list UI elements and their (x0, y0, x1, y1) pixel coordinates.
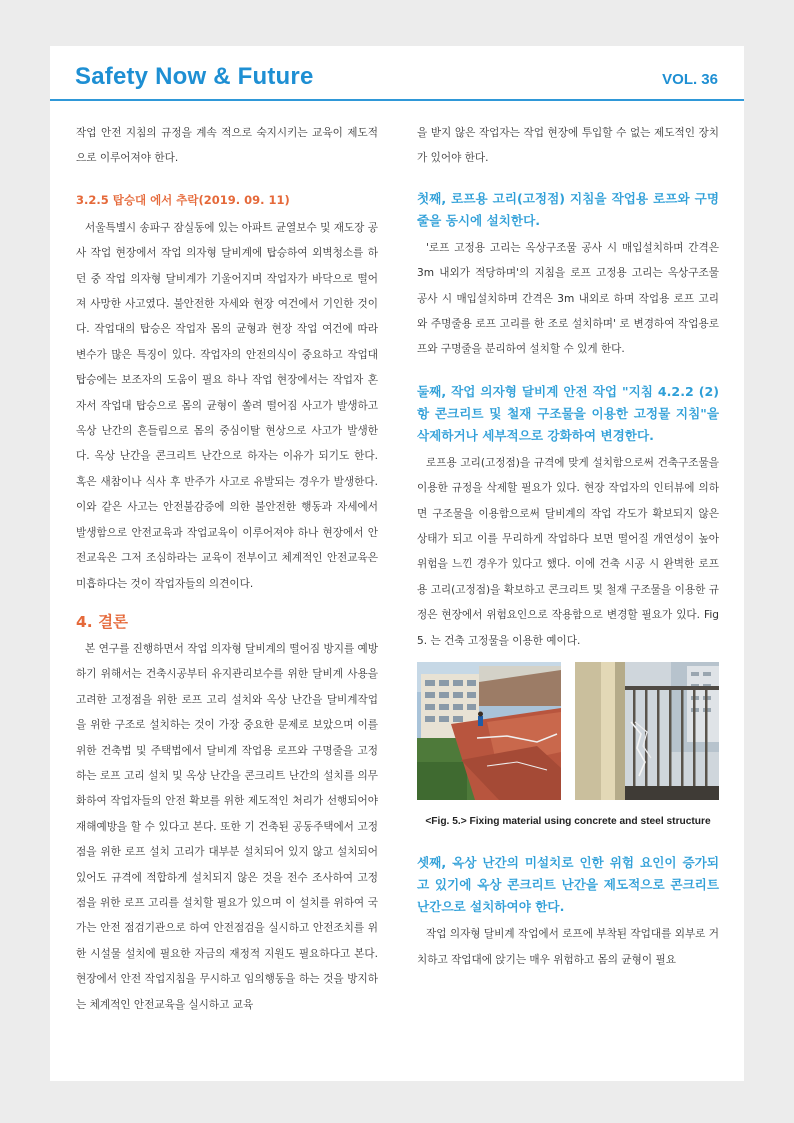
page-header (50, 46, 744, 101)
figure-images (417, 662, 719, 802)
railing-photo (575, 662, 719, 800)
right-column (417, 121, 719, 973)
paragraph: 본 연구를 진행하면서 작업 의자형 달비계의 떨어짐 방지를 예방하기 위해서는 건축시공부터 유지관리보수를 위한 달비계 사용을 고려한 고정점을 위한 로프 고리 설치와 옥상 난간을 달비계작업을 위한 구조로 설치하는 것이 가장 중요한 문제로 보았으며 이를 위한 건축법 및 주택법에서 달비계 작업용 로프와 구명줄을 고정하는 로프 고리 설치 및 옥상 난간을 콘크리트 난간의 설치를 의무화하여 작업자들의 안전 확보를 위한 제도적인 처리가 선행되어야 재해예방을 할 수 있다고 본다. 또한 기 건축된 공동주택에서 고정점을 위한 로프 설치 고리가 대부분 설치되어 있지 않고 설치되어 있어도 규격에 적합하게 설치되지 않은 것을 전수 조사하여 고정점을 위한 로프 고리를 설치할 필요가 있으며 이 설치를 위하여 국가는 안전 점검기관으로 하여 안전점검을 실시하고 안전조치를 위한 시설물 설치에 필요한 자금의 재정적 지원도 필요하다고 본다. 현장에서 안전 작업지침을 무시하고 임의행동을 하는 것을 방지하는 체계적인 안전교육을 실시하고 교육 (76, 642, 379, 1011)
guideline-heading: 첫째, 로프용 고리(고정점) 지침을 작업용 로프와 구명줄을 동시에 설치한다. (417, 190, 719, 228)
guideline-heading: 셋째, 옥상 난간의 미설치로 인한 위험 요인이 증가되고 있기에 옥상 콘크리트 난간을 제도적으로 콘크리트 난간으로 설치하여야 한다. (417, 855, 719, 915)
page (50, 46, 744, 1081)
header-divider (50, 99, 744, 101)
section-heading: 4. 결론 (76, 612, 129, 631)
figure-caption: <Fig. 5.> Fixing material using concrete and steel structure (425, 816, 711, 828)
guideline-heading: 둘째, 작업 의자형 달비계 안전 작업 "지침 4.2.2 (2)항 콘크리트 및 철재 구조물을 이용한 고정물 지침"을 삭제하거나 세부적으로 강화하여 변경한다. (417, 383, 719, 443)
rooftop-photo (417, 662, 561, 800)
paragraph: 작업 안전 지침의 규정을 계속 적으로 숙지시키는 교육이 제도적으로 이루어져야 한다. (76, 127, 378, 165)
volume-number: VOL. 36 (662, 71, 718, 88)
paragraph: 작업 의자형 달비계 작업에서 로프에 부착된 작업대를 외부로 거치하고 작업대에 앉기는 매우 위험하고 몸의 균형이 필요 (417, 928, 720, 966)
paragraph: 을 받지 않은 작업자는 작업 현장에 투입할 수 없는 제도적인 장치가 있어야 한다. (417, 127, 719, 165)
subsection-heading: 3.2.5 탑승대 에서 추락(2019. 09. 11) (76, 192, 290, 207)
paragraph: 로프용 고리(고정점)을 규격에 맞게 설치함으로써 건축구조물을 이용한 규정을 삭제할 필요가 있다. 현장 작업자의 인터뷰에 의하면 구조물을 이용함으로써 달비계의 작업 각도가 확보되지 않은 상태가 되고 이를 무리하게 작업하다 보면 떨어질 개연성이 높아 위험을 느낀 경우가 있다고 했다. 이에 건축 시공 시 완벽한 로프용 고리(고정점)을 확보하고 콘크리트 및 철재 구조물을 이용한 규정은 현장에서 위험요인으로 작용함으로 변경할 필요가 있다. Fig 5. 는 건축 고정물을 이용한 예이다. (417, 456, 719, 647)
paragraph: 서울특별시 송파구 잠실동에 있는 아파트 균열보수 및 재도장 공사 작업 현장에서 작업 의자형 달비계에 탑승하여 외벽청소를 하던 중 작업 의자형 달비계가 기울어지며 작업자가 바닥으로 떨어져 사망한 사고였다. 불안전한 자세와 현장 여건에서 기인한 것이다. 작업대의 탑승은 작업자 몸의 균형과 현장 작업 여건에 따라 변수가 많은 특징이 있다. 작업자의 안전의식이 중요하고 작업대 탑승에는 보조자의 도움이 필요 하나 작업 현장에서는 작업자 혼자서 작업대 탑승으로 몸의 균형이 쏠려 떨어짐 사고가 발생하고 옥상 난간의 흔들림으로 몸의 중심이탈 현상으로 사고가 발생한다. 옥상 난간을 콘크리트 난간으로 하자는 이유가 되기도 한다. 혹은 새참이나 식사 후 반주가 사고로 유발되는 경우가 발생한다. 이와 같은 사고는 안전불감증에 의한 불안전한 행동과 자세에서 발생함으로 안전교육과 작업교육이 이루어져야 하나 현장에서 안전교육은 그저 조심하라는 교육이 전부이고 체계적인 안전교육은 미흡하다는 것이 작업자들의 의견이다. (76, 221, 379, 590)
paragraph: '로프 고정용 고리는 옥상구조물 공사 시 매입설치하며 간격은 3m 내외가 적당하며'의 지침을 로프 고정용 고리는 옥상구조물 공사 시 매입설치하며 간격은 3m 내외로 하며 작업용 로프 고리와 주명줄용 로프 고리를 한 조로 설치하며' 로 변경하여 작업용로프와 구명줄을 분리하여 설치할 수 있게 한다. (417, 241, 719, 356)
journal-title: Safety Now & Future (75, 63, 314, 90)
left-column (76, 121, 378, 1018)
